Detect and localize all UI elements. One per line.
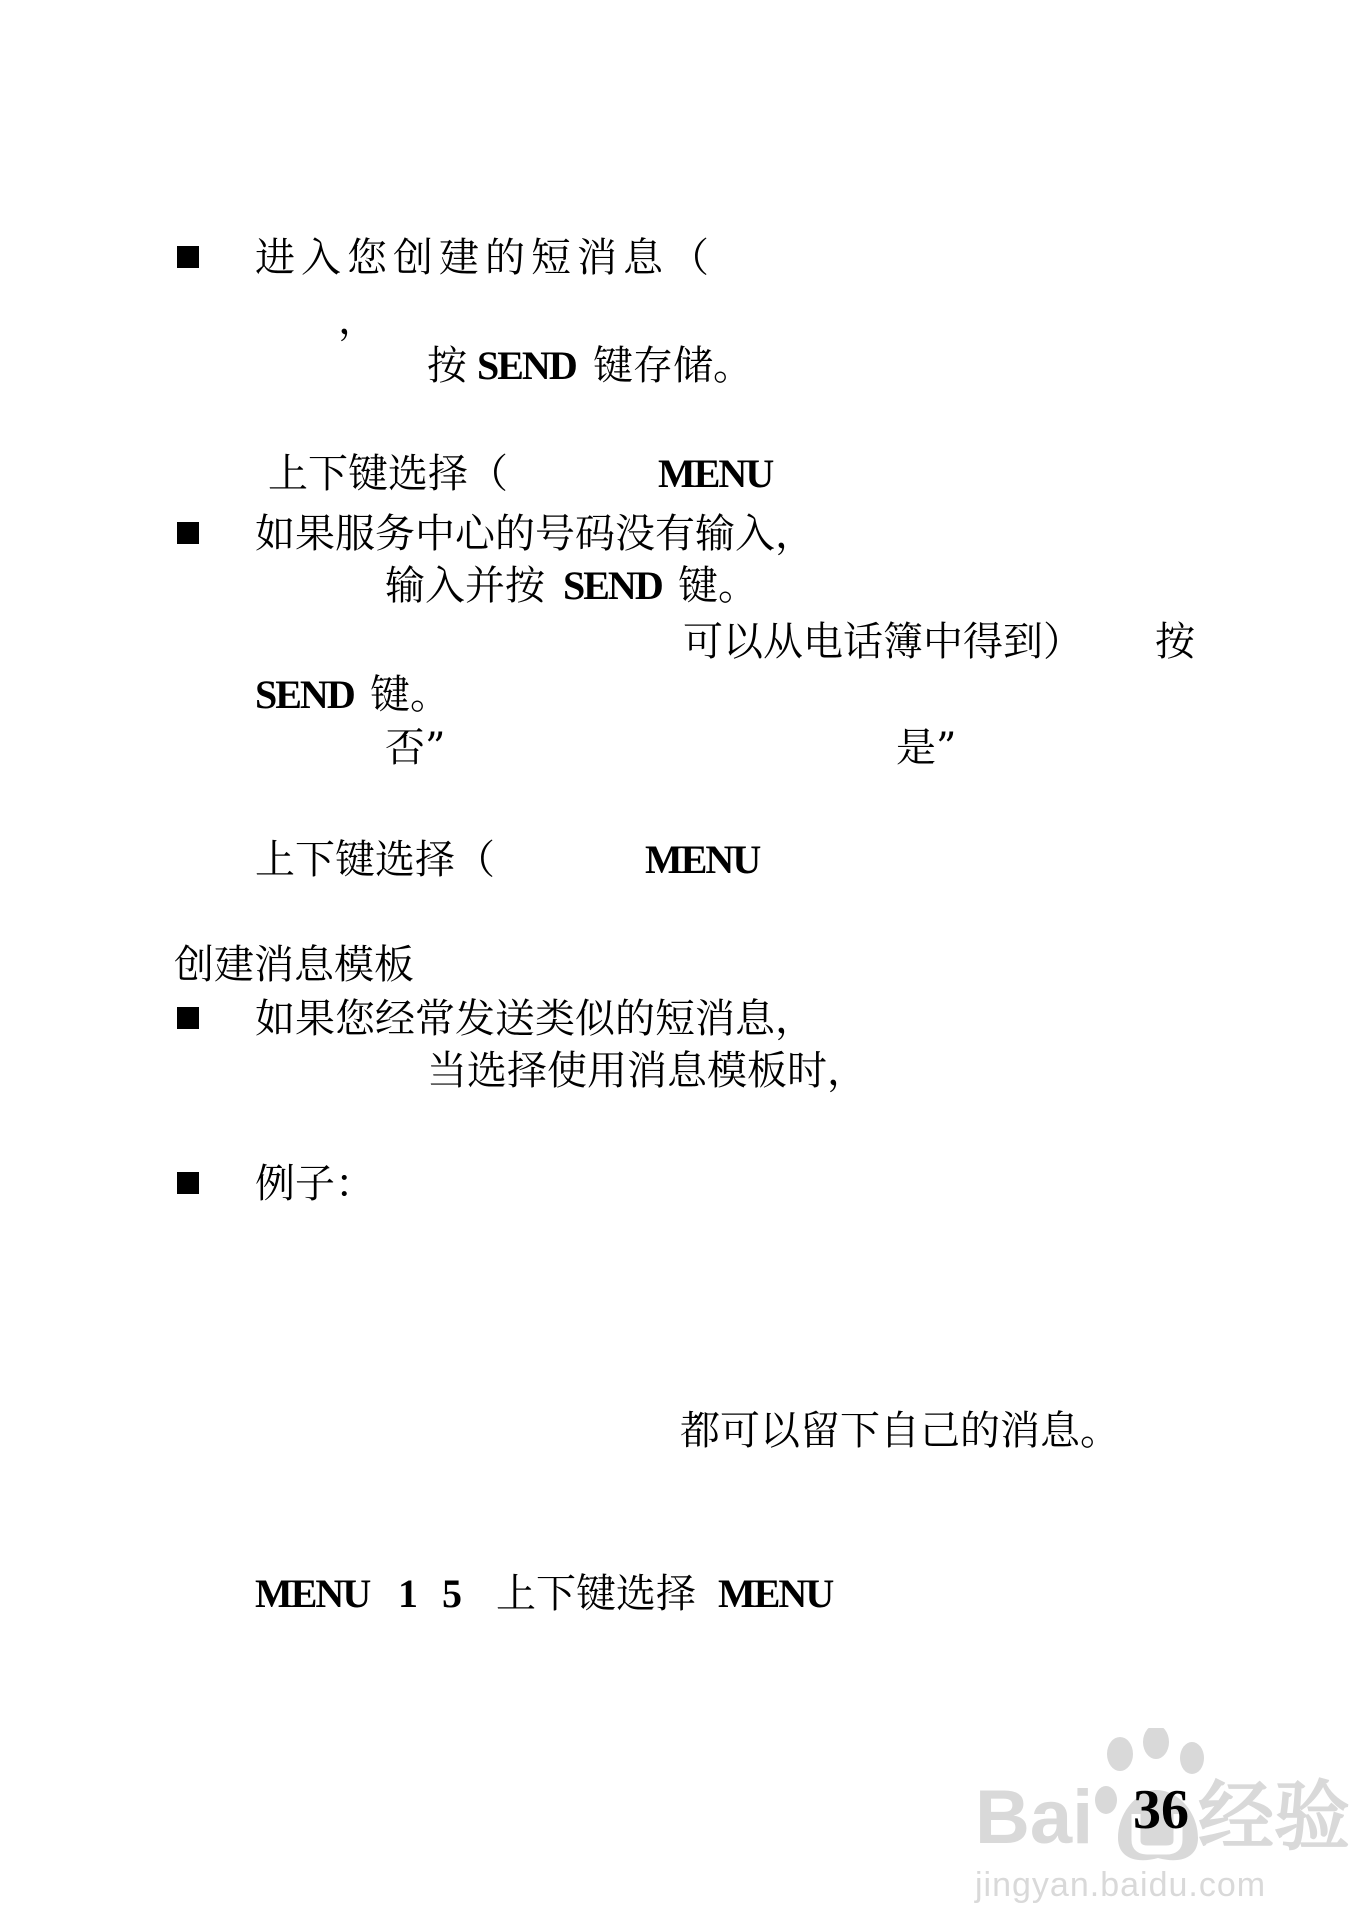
text-line-bold: 5 bbox=[442, 1571, 460, 1616]
text-line: 可以从电话簿中得到） bbox=[683, 619, 1083, 665]
text-line: 键存储。 bbox=[593, 343, 753, 389]
text-line: 键。 bbox=[370, 672, 450, 718]
text-line: 输入并按 bbox=[385, 563, 545, 609]
text-line-bold: MENU bbox=[718, 1571, 833, 1616]
text-line: 键。 bbox=[678, 563, 758, 609]
text-line: 否” bbox=[385, 725, 446, 771]
text-line: 如果服务中心的号码没有输入， bbox=[255, 511, 815, 557]
text-line-bold: MENU bbox=[645, 837, 760, 882]
text-line: 例子： bbox=[255, 1161, 375, 1207]
text-line-bold: SEND bbox=[477, 343, 576, 388]
text-line: 进入您创建的短消息（ bbox=[255, 235, 715, 281]
text-line: ， bbox=[338, 297, 378, 343]
bullet-square bbox=[177, 1172, 199, 1194]
text-line-bold: 1 bbox=[398, 1571, 416, 1616]
text-line: 上下键选择（ bbox=[255, 837, 495, 883]
text-line: 上下键选择（ bbox=[268, 451, 508, 497]
watermark-logo-text: Bai bbox=[975, 1775, 1094, 1860]
text-line: 按 bbox=[427, 343, 467, 389]
page-number: 36 bbox=[1133, 1779, 1189, 1841]
text-line: 都可以留下自己的消息。 bbox=[680, 1408, 1120, 1454]
bullet-square bbox=[177, 246, 199, 268]
text-line: 是” bbox=[896, 725, 957, 771]
watermark-url: jingyan.baidu.com bbox=[975, 1866, 1267, 1904]
text-line-bold: SEND bbox=[563, 563, 662, 608]
text-line-bold: MENU bbox=[255, 1571, 370, 1616]
watermark-logo-tail: 经验 bbox=[1198, 1775, 1350, 1860]
bullet-square bbox=[177, 1007, 199, 1029]
text-line-bold: SEND bbox=[255, 672, 354, 717]
text-line: 按 bbox=[1155, 619, 1195, 665]
text-line: 上下键选择 bbox=[496, 1571, 696, 1617]
text-line: 如果您经常发送类似的短消息， bbox=[255, 996, 815, 1042]
text-line-bold: MENU bbox=[658, 451, 773, 496]
text-line: 当选择使用消息模板时， bbox=[427, 1048, 867, 1094]
bullet-square bbox=[177, 522, 199, 544]
section-title: 创建消息模板 bbox=[174, 942, 414, 988]
